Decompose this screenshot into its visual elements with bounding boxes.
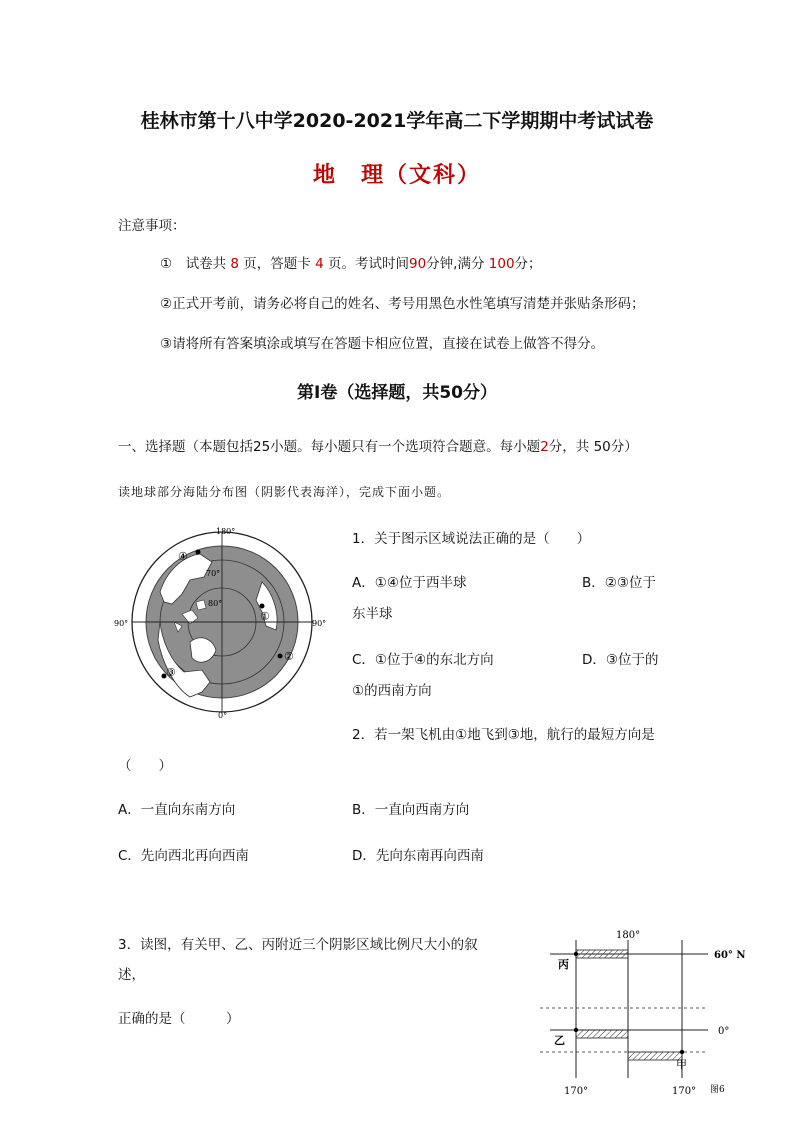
lon-label-top: 180° bbox=[216, 527, 236, 536]
lat-label-60n: 60° N bbox=[714, 950, 746, 961]
dot-yi bbox=[574, 1028, 578, 1032]
exam-title: 桂林市第十八中学2020-2021学年高二下学期期中考试试卷 bbox=[140, 110, 654, 132]
q1-option-a[interactable]: A．①④位于西半球 bbox=[352, 575, 467, 591]
lon-label-180: 180° bbox=[616, 930, 641, 941]
dot-bing bbox=[574, 952, 578, 956]
q1-option-b[interactable]: B．②③位于 bbox=[582, 575, 656, 591]
label-jia: 甲 bbox=[676, 1058, 687, 1071]
marker-1: ① bbox=[260, 610, 270, 623]
page-count: 8 bbox=[230, 256, 239, 272]
instruction-text: 一、选择题（本题包括25小题。每小题只有一个选项符合题意。每小题 bbox=[118, 439, 541, 455]
marker-dot-2 bbox=[278, 654, 283, 659]
exam-subtitle: 地 理（文科） bbox=[312, 163, 481, 188]
shade-yi bbox=[576, 1030, 628, 1038]
section-instruction bbox=[118, 435, 638, 455]
label-yi: 乙 bbox=[554, 1034, 565, 1047]
notice-text: 页，答题卡 bbox=[239, 256, 316, 272]
lon-label-170-right: 170° bbox=[672, 1086, 697, 1097]
dot-jia bbox=[680, 1050, 684, 1054]
grid-map-figure bbox=[540, 926, 754, 1102]
polar-map-figure bbox=[112, 522, 332, 722]
q2-option-d[interactable]: D．先向东南再向西南 bbox=[352, 848, 484, 864]
q1-option-d-cont: ①的西南方向 bbox=[352, 683, 432, 699]
notice-item-3: ③请将所有答案填涂或填写在答题卡相应位置，直接在试卷上做答不得分。 bbox=[160, 336, 605, 352]
q2-option-a[interactable]: A．一直向东南方向 bbox=[118, 802, 236, 818]
notice-label: 注意事项： bbox=[118, 218, 186, 234]
lat-label-0: 0° bbox=[718, 1026, 730, 1037]
exam-minutes: 90 bbox=[408, 256, 427, 272]
q1-option-d[interactable]: D．③位于的 bbox=[582, 652, 659, 668]
notice-text: 分； bbox=[514, 256, 542, 272]
q1-stem: 1．关于图示区域说法正确的是（ ） bbox=[352, 531, 591, 547]
lon-label-170-left: 170° bbox=[564, 1086, 589, 1097]
card-page-count: 4 bbox=[315, 256, 324, 272]
notice-item-2: ②正式开考前，请务必将自己的姓名、考号用黑色水性笔填写清楚并张贴条形码； bbox=[160, 296, 645, 312]
section-title: 第I卷（选择题，共50分） bbox=[297, 383, 497, 403]
q3-stem-line3: 正确的是（ ） bbox=[118, 1011, 240, 1027]
q3-stem-line2: 述， bbox=[118, 967, 145, 983]
notice-text: 页。考试时间 bbox=[323, 256, 409, 272]
notice-text: ① 试卷共 bbox=[160, 256, 231, 272]
lon-label-bottom: 0° bbox=[218, 711, 228, 720]
lon-label-left: 90° bbox=[114, 619, 129, 628]
points-per-question: 2 bbox=[540, 439, 549, 455]
shade-jia bbox=[628, 1052, 682, 1060]
full-score: 100 bbox=[488, 256, 515, 272]
q2-stem: 2．若一架飞机由①地飞到③地，航行的最短方向是 bbox=[352, 727, 655, 743]
shade-bing bbox=[576, 950, 628, 958]
q2-option-c[interactable]: C．先向西北再向西南 bbox=[118, 848, 249, 864]
lat-label-70: 70° bbox=[206, 569, 221, 578]
figure-number: 图6 bbox=[710, 1085, 725, 1095]
lat-label-80: 80° bbox=[208, 599, 223, 608]
q3-stem-line1: 3．读图，有关甲、乙、丙附近三个阴影区域比例尺大小的叙 bbox=[118, 937, 478, 953]
marker-3: ③ bbox=[166, 666, 176, 679]
map-prompt: 读地球部分海陆分布图（阴影代表海洋），完成下面小题。 bbox=[118, 485, 451, 499]
q1-option-b-cont: 东半球 bbox=[352, 606, 393, 622]
marker-dot-1 bbox=[260, 604, 265, 609]
q2-paren: （ ） bbox=[118, 758, 172, 774]
q2-option-b[interactable]: B．一直向西南方向 bbox=[352, 802, 470, 818]
marker-2: ② bbox=[284, 650, 294, 663]
q1-option-c[interactable]: C．①位于④的东北方向 bbox=[352, 652, 494, 668]
lon-label-right: 90° bbox=[312, 619, 327, 628]
label-bing: 丙 bbox=[558, 958, 569, 971]
marker-4: ④ bbox=[178, 550, 188, 563]
notice-text: 分钟,满分 bbox=[426, 256, 489, 272]
marker-dot-4 bbox=[196, 550, 201, 555]
notice-item-1 bbox=[160, 252, 542, 272]
instruction-text: 分，共 50分） bbox=[548, 439, 638, 455]
